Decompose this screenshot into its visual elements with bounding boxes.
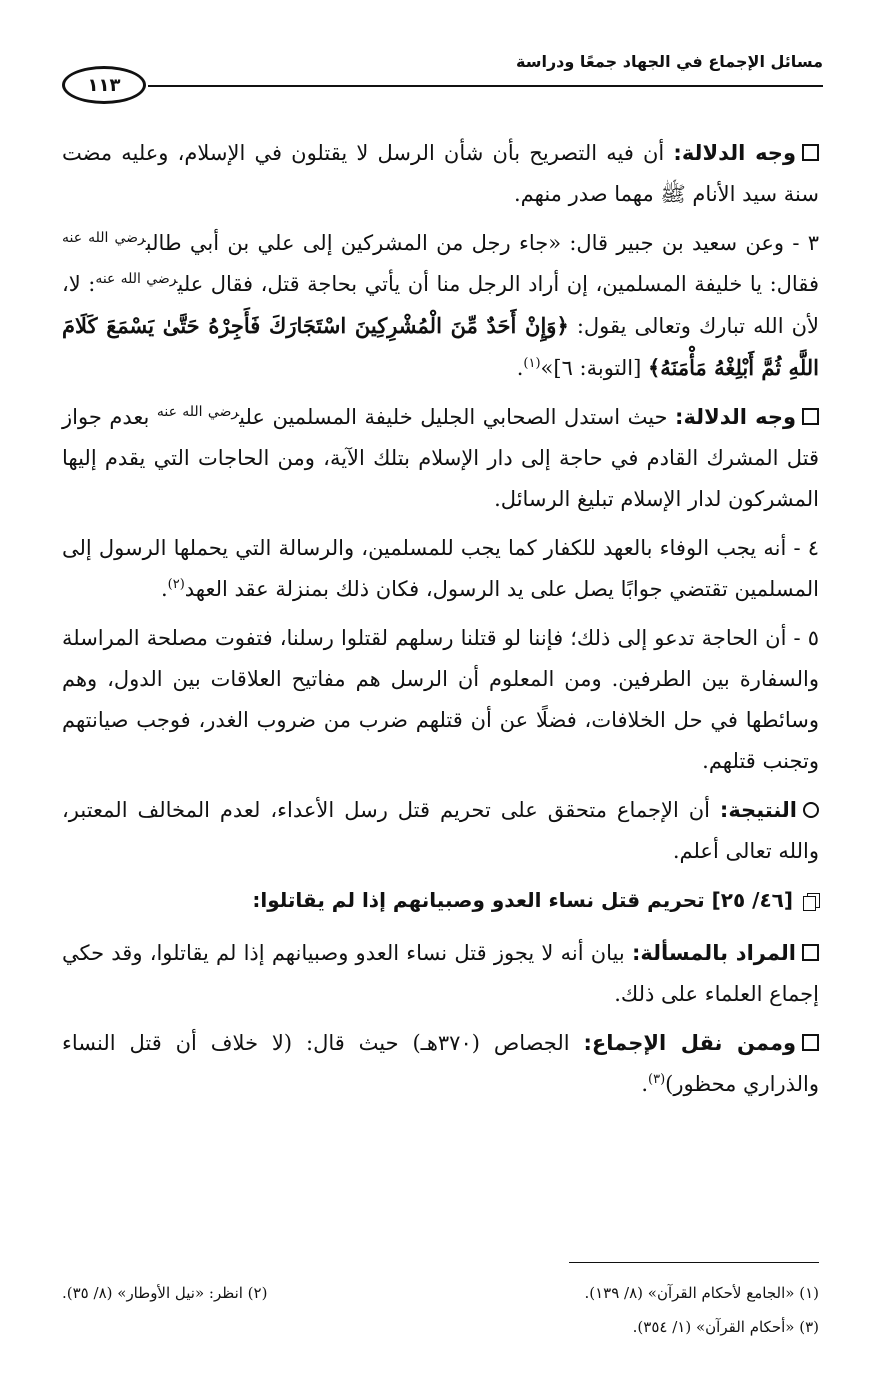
paragraph-text: ٣ - وعن سعيد بن جبير قال: «جاء رجل من المشركين إلى علي بن أبي طالب [145, 231, 820, 255]
paragraph-lead: المراد بالمسألة: [631, 941, 796, 965]
paragraph-text: : لا، لأن الله تبارك وتعالى يقول: [62, 272, 819, 338]
square-bullet-icon [802, 944, 819, 961]
footnote-separator [569, 1262, 819, 1263]
header-rule [148, 85, 823, 87]
paragraph-lead: وممن نقل الإجماع: [583, 1031, 796, 1055]
section-heading-text: [٤٦/ ٢٥] تحريم قتل نساء العدو وصبيانهم إذا لم يقاتلوا: [252, 888, 793, 912]
paragraph-evidence-1 [62, 133, 819, 215]
footnote-3: (٣) «أحكام القرآن» (١/ ٣٥٤). [632, 1318, 819, 1336]
quran-verse: ﴿وَإِنْ أَحَدٌ مِّنَ الْمُشْرِكِينَ اسْتَجَارَكَ فَأَجِرْهُ حَتَّىٰ يَسْمَعَ كَلَامَ اللَّهِ ثُمَّ أَبْلِغْهُ مَأْمَنَهُ﴾ [62, 313, 819, 380]
footnote-marker[interactable]: (١) [523, 356, 541, 371]
honorific-glyph: رضي الله عنه [95, 271, 178, 287]
paragraph-end: . [641, 1072, 649, 1096]
footnote-2: (٢) انظر: «نيل الأوطار» (٨/ ٣٥). [62, 1284, 268, 1302]
running-title: مسائل الإجماع في الجهاد جمعًا ودراسة [516, 52, 823, 71]
verse-reference: [التوبة: ٦]» [540, 356, 648, 380]
page-number: ١١٣ [62, 66, 146, 104]
paragraph-text: ٥ - أن الحاجة تدعو إلى ذلك؛ فإننا لو قتلنا رسلهم لقتلوا رسلنا، فتفوت مصلحة المراسلة والسفارة بين الطرفين. ومن المعلوم أن الرسل هم مفاتيح العلاقات بين الدول، وهم وسائطها في حل الخلافات، فضلًا عن أن قتلهم ضرب من ضروب الغدر، فوجب صيانتهم وتجنب قتلهم. [62, 626, 819, 773]
paragraph-point-4 [62, 528, 819, 610]
paragraph-point-5 [62, 618, 819, 782]
footnote-row [62, 1310, 819, 1344]
square-bullet-icon [802, 408, 819, 425]
paragraph-lead: وجه الدلالة: [673, 141, 796, 165]
paragraph-text: أن فيه التصريح بأن شأن الرسل لا يقتلون في الإسلام، وعليه مضت سنة سيد الأنام ﷺ مهما صدر منهم. [62, 141, 819, 206]
honorific-glyph: رضي الله عنه [156, 404, 240, 420]
footnote-row [62, 1276, 819, 1310]
paragraph-meaning [62, 933, 819, 1015]
paragraph-point-3 [62, 223, 819, 389]
paragraph-end: . [516, 356, 524, 380]
honorific-glyph: رضي الله عنه [62, 230, 146, 246]
paragraph-text: بيان أنه لا يجوز قتل نساء العدو وصبيانهم إذا لم يقاتلوا، وقد حكي إجماع العلماء على ذلك. [62, 941, 819, 1006]
section-heading [62, 880, 819, 921]
paragraph-transmitters [62, 1023, 819, 1105]
paragraph-text: الجصاص (٣٧٠هـ) حيث قال: (لا خلاف أن قتل النساء والذراري محظور) [62, 1031, 819, 1096]
main-text [62, 133, 819, 1111]
paragraph-text: بعدم جواز قتل المشرك القادم في حاجة إلى دار الإسلام بتلك الآية، ومن الحاجات التي يقدم إليها المشركون لدار الإسلام تبليغ الرسائل. [62, 405, 819, 511]
page-header [62, 52, 823, 98]
circle-bullet-icon [803, 802, 819, 818]
paragraph-text: فقال: يا خليفة المسلمين، إن أراد الرجل منا أن يأتي بحاجة قتل، فقال علي [177, 272, 819, 296]
paragraph-evidence-2 [62, 397, 819, 520]
paragraph-lead: النتيجة: [719, 798, 797, 822]
footnotes [62, 1276, 819, 1344]
paragraph-text: حيث استدل الصحابي الجليل خليفة المسلمين علي [239, 405, 676, 429]
paragraph-lead: وجه الدلالة: [675, 405, 797, 429]
footnote-marker[interactable]: (٣) [648, 1072, 666, 1087]
footnote-marker[interactable]: (٢) [167, 577, 185, 592]
book-icon [803, 893, 819, 909]
square-bullet-icon [802, 1034, 819, 1051]
footnote-1: (١) «الجامع لأحكام القرآن» (٨/ ١٣٩). [584, 1284, 819, 1302]
paragraph-result [62, 790, 819, 872]
paragraph-end: . [160, 577, 168, 601]
square-bullet-icon [802, 144, 819, 161]
paragraph-text: أن الإجماع متحقق على تحريم قتل رسل الأعداء، لعدم المخالف المعتبر، والله تعالى أعلم. [62, 798, 819, 863]
paragraph-text: ٤ - أنه يجب الوفاء بالعهد للكفار كما يجب للمسلمين، والرسالة التي يحملها الرسول إلى المسلمين تقتضي جوابًا يصل على يد الرسول، فكان ذلك بمنزلة عقد العهد [62, 536, 819, 601]
